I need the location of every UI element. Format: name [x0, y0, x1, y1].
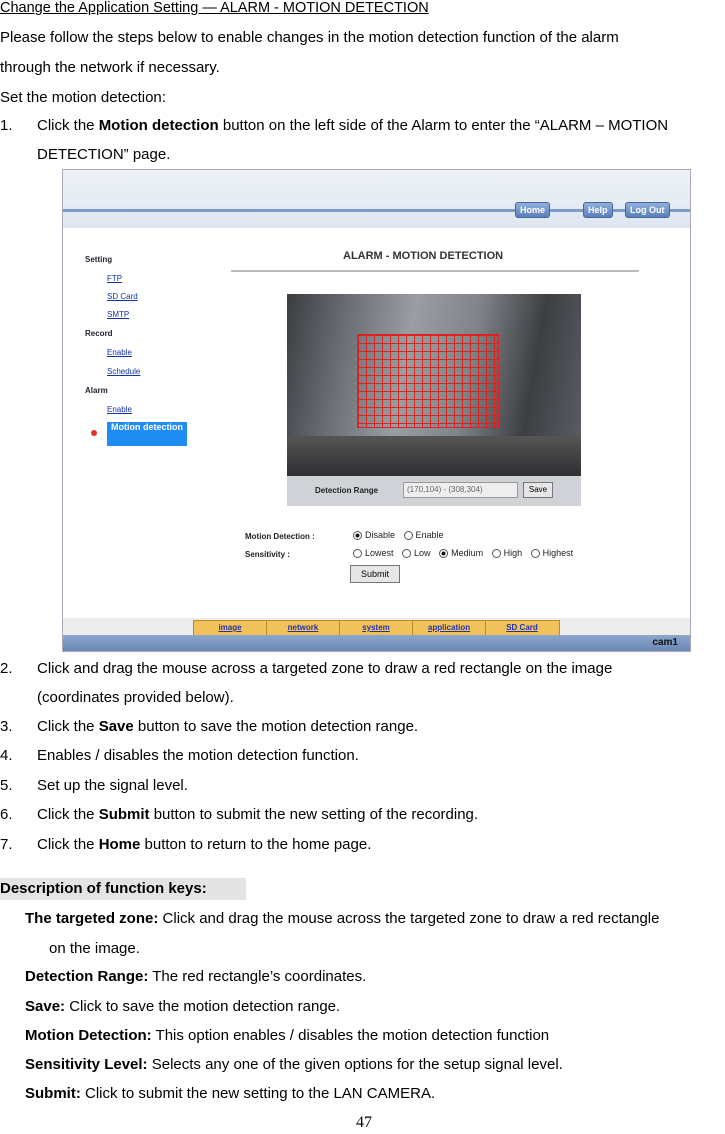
desc-key: Save: [25, 998, 66, 1015]
step-1-continued: DETECTION” page. [37, 146, 171, 163]
embedded-screenshot [62, 169, 691, 652]
sidebar-heading-record: Record [85, 329, 113, 338]
tab-image[interactable]: image [194, 621, 267, 635]
sidebar-link-record-enable[interactable]: Enable [107, 348, 132, 357]
desc-key: Detection Range: [25, 968, 149, 985]
nav-tab-group [193, 620, 560, 636]
sensitivity-label: Sensitivity : [245, 550, 290, 559]
sidebar-heading-alarm: Alarm [85, 386, 108, 395]
camera-floor [287, 436, 581, 476]
sidebar-link-alarm-enable[interactable]: Enable [107, 405, 132, 414]
detection-range-bar [287, 476, 581, 506]
detection-zone-grid[interactable] [357, 334, 499, 428]
step-1 [37, 117, 668, 134]
desc-key: The targeted zone: [25, 910, 159, 927]
option-lowest: Lowest [365, 548, 394, 558]
title-divider [231, 270, 639, 272]
screenshot-header [63, 170, 690, 228]
step-text: button on the left side of the Alarm to enter the “ALARM – MOTION [218, 117, 669, 134]
description-heading: Description of function keys: [0, 878, 246, 900]
step-number: 1. [0, 117, 13, 134]
camera-name: cam1 [652, 637, 678, 648]
desc-text: Click to save the motion detection range. [65, 998, 341, 1015]
radio-enable[interactable] [404, 531, 413, 540]
step-text: Click the [37, 117, 99, 134]
submit-button[interactable]: Submit [350, 565, 400, 583]
step-3 [37, 718, 418, 735]
tab-system[interactable]: system [340, 621, 413, 635]
motion-options [347, 530, 444, 540]
step-2: Click and drag the mouse across a targeted zone to draw a red rectangle on the image [37, 660, 613, 677]
page-number: 47 [356, 1114, 372, 1131]
help-button[interactable]: Help [583, 202, 613, 218]
step-text: button to return to the home page. [140, 836, 372, 853]
sidebar-link-schedule[interactable]: Schedule [107, 367, 141, 376]
tab-sd-card[interactable]: SD Card [506, 623, 538, 632]
camera-image[interactable] [287, 294, 581, 476]
desc-item-submit [25, 1085, 435, 1102]
step-number: 5. [0, 777, 13, 794]
radio-lowest[interactable] [353, 549, 362, 558]
radio-disable[interactable] [353, 531, 362, 540]
step-7 [37, 836, 371, 853]
bottom-navigation [63, 618, 690, 651]
option-high: High [503, 548, 523, 558]
desc-item-sensitivity-level [25, 1056, 563, 1073]
step-text: button to save the motion detection range. [133, 718, 419, 735]
desc-text: Click and drag the mouse across the targeted zone to draw a red rectangle [158, 910, 660, 927]
step-text: Click the [37, 718, 99, 735]
desc-key: Submit: [25, 1085, 81, 1102]
step-4: Enables / disables the motion detection function. [37, 747, 359, 764]
step-text: button to submit the new setting of the recording. [149, 806, 479, 823]
intro-line-1: Please follow the steps below to enable changes in the motion detection function of the alarm [0, 29, 619, 46]
tab-network[interactable]: network [267, 621, 340, 635]
desc-item-detection-range [25, 968, 366, 985]
detection-range-field[interactable]: (170,104) - (308,304) [403, 482, 518, 498]
desc-text: The red rectangle’s coordinates. [148, 968, 367, 985]
option-highest: Highest [542, 548, 574, 558]
sidebar-item-motion-detection[interactable]: Motion detection [107, 422, 187, 446]
log-out-button[interactable]: Log Out [625, 202, 670, 218]
option-disable: Disable [365, 530, 396, 540]
option-medium: Medium [451, 548, 484, 558]
desc-item-motion-detection [25, 1027, 549, 1044]
desc-text: Click to submit the new setting to the LAN CAMERA. [80, 1085, 436, 1102]
save-button[interactable]: Save [523, 482, 553, 498]
radio-highest[interactable] [531, 549, 540, 558]
desc-item-targeted-zone [25, 910, 659, 927]
section-title: Change the Application Setting — ALARM - MOTION DETECTION [0, 0, 429, 16]
sensitivity-options [347, 548, 573, 558]
active-bullet-icon [91, 430, 97, 436]
intro-line-2: through the network if necessary. [0, 59, 220, 76]
desc-text: Selects any one of the given options for the setup signal level. [147, 1056, 563, 1073]
sidebar-link-smtp[interactable]: SMTP [107, 310, 130, 319]
tab-application[interactable]: application [413, 621, 486, 635]
step-text: Click the [37, 836, 99, 853]
sidebar-link-ftp[interactable]: FTP [107, 274, 123, 283]
option-enable: Enable [415, 530, 444, 540]
radio-medium[interactable] [439, 549, 448, 558]
step-6 [37, 806, 478, 823]
desc-item-save [25, 998, 340, 1015]
step-number: 2. [0, 660, 13, 677]
desc-item-targeted-zone-continued: on the image. [49, 940, 140, 957]
option-low: Low [414, 548, 431, 558]
step-bold: Save [98, 718, 134, 735]
step-bold: Submit [98, 806, 150, 823]
home-button[interactable]: Home [515, 202, 550, 218]
desc-text: This option enables / disables the motion detection function [151, 1027, 550, 1044]
page-title: ALARM - MOTION DETECTION [343, 250, 504, 262]
step-2-continued: (coordinates provided below). [37, 689, 234, 706]
step-number: 7. [0, 836, 13, 853]
step-number: 3. [0, 718, 13, 735]
desc-key: Sensitivity Level: [25, 1056, 148, 1073]
step-5: Set up the signal level. [37, 777, 188, 794]
intro-line-3: Set the motion detection: [0, 89, 166, 106]
radio-low[interactable] [402, 549, 411, 558]
motion-detection-label: Motion Detection : [245, 532, 315, 541]
status-bar [63, 635, 690, 651]
detection-range-label: Detection Range [315, 486, 379, 495]
step-number: 6. [0, 806, 13, 823]
step-text: Click the [37, 806, 99, 823]
desc-key: Motion Detection: [25, 1027, 152, 1044]
sidebar-link-sd-card[interactable]: SD Card [107, 292, 138, 301]
step-number: 4. [0, 747, 13, 764]
radio-high[interactable] [492, 549, 501, 558]
step-bold: Home [98, 836, 141, 853]
step-bold: Motion detection [98, 117, 219, 134]
sidebar-heading-setting: Setting [85, 255, 113, 264]
